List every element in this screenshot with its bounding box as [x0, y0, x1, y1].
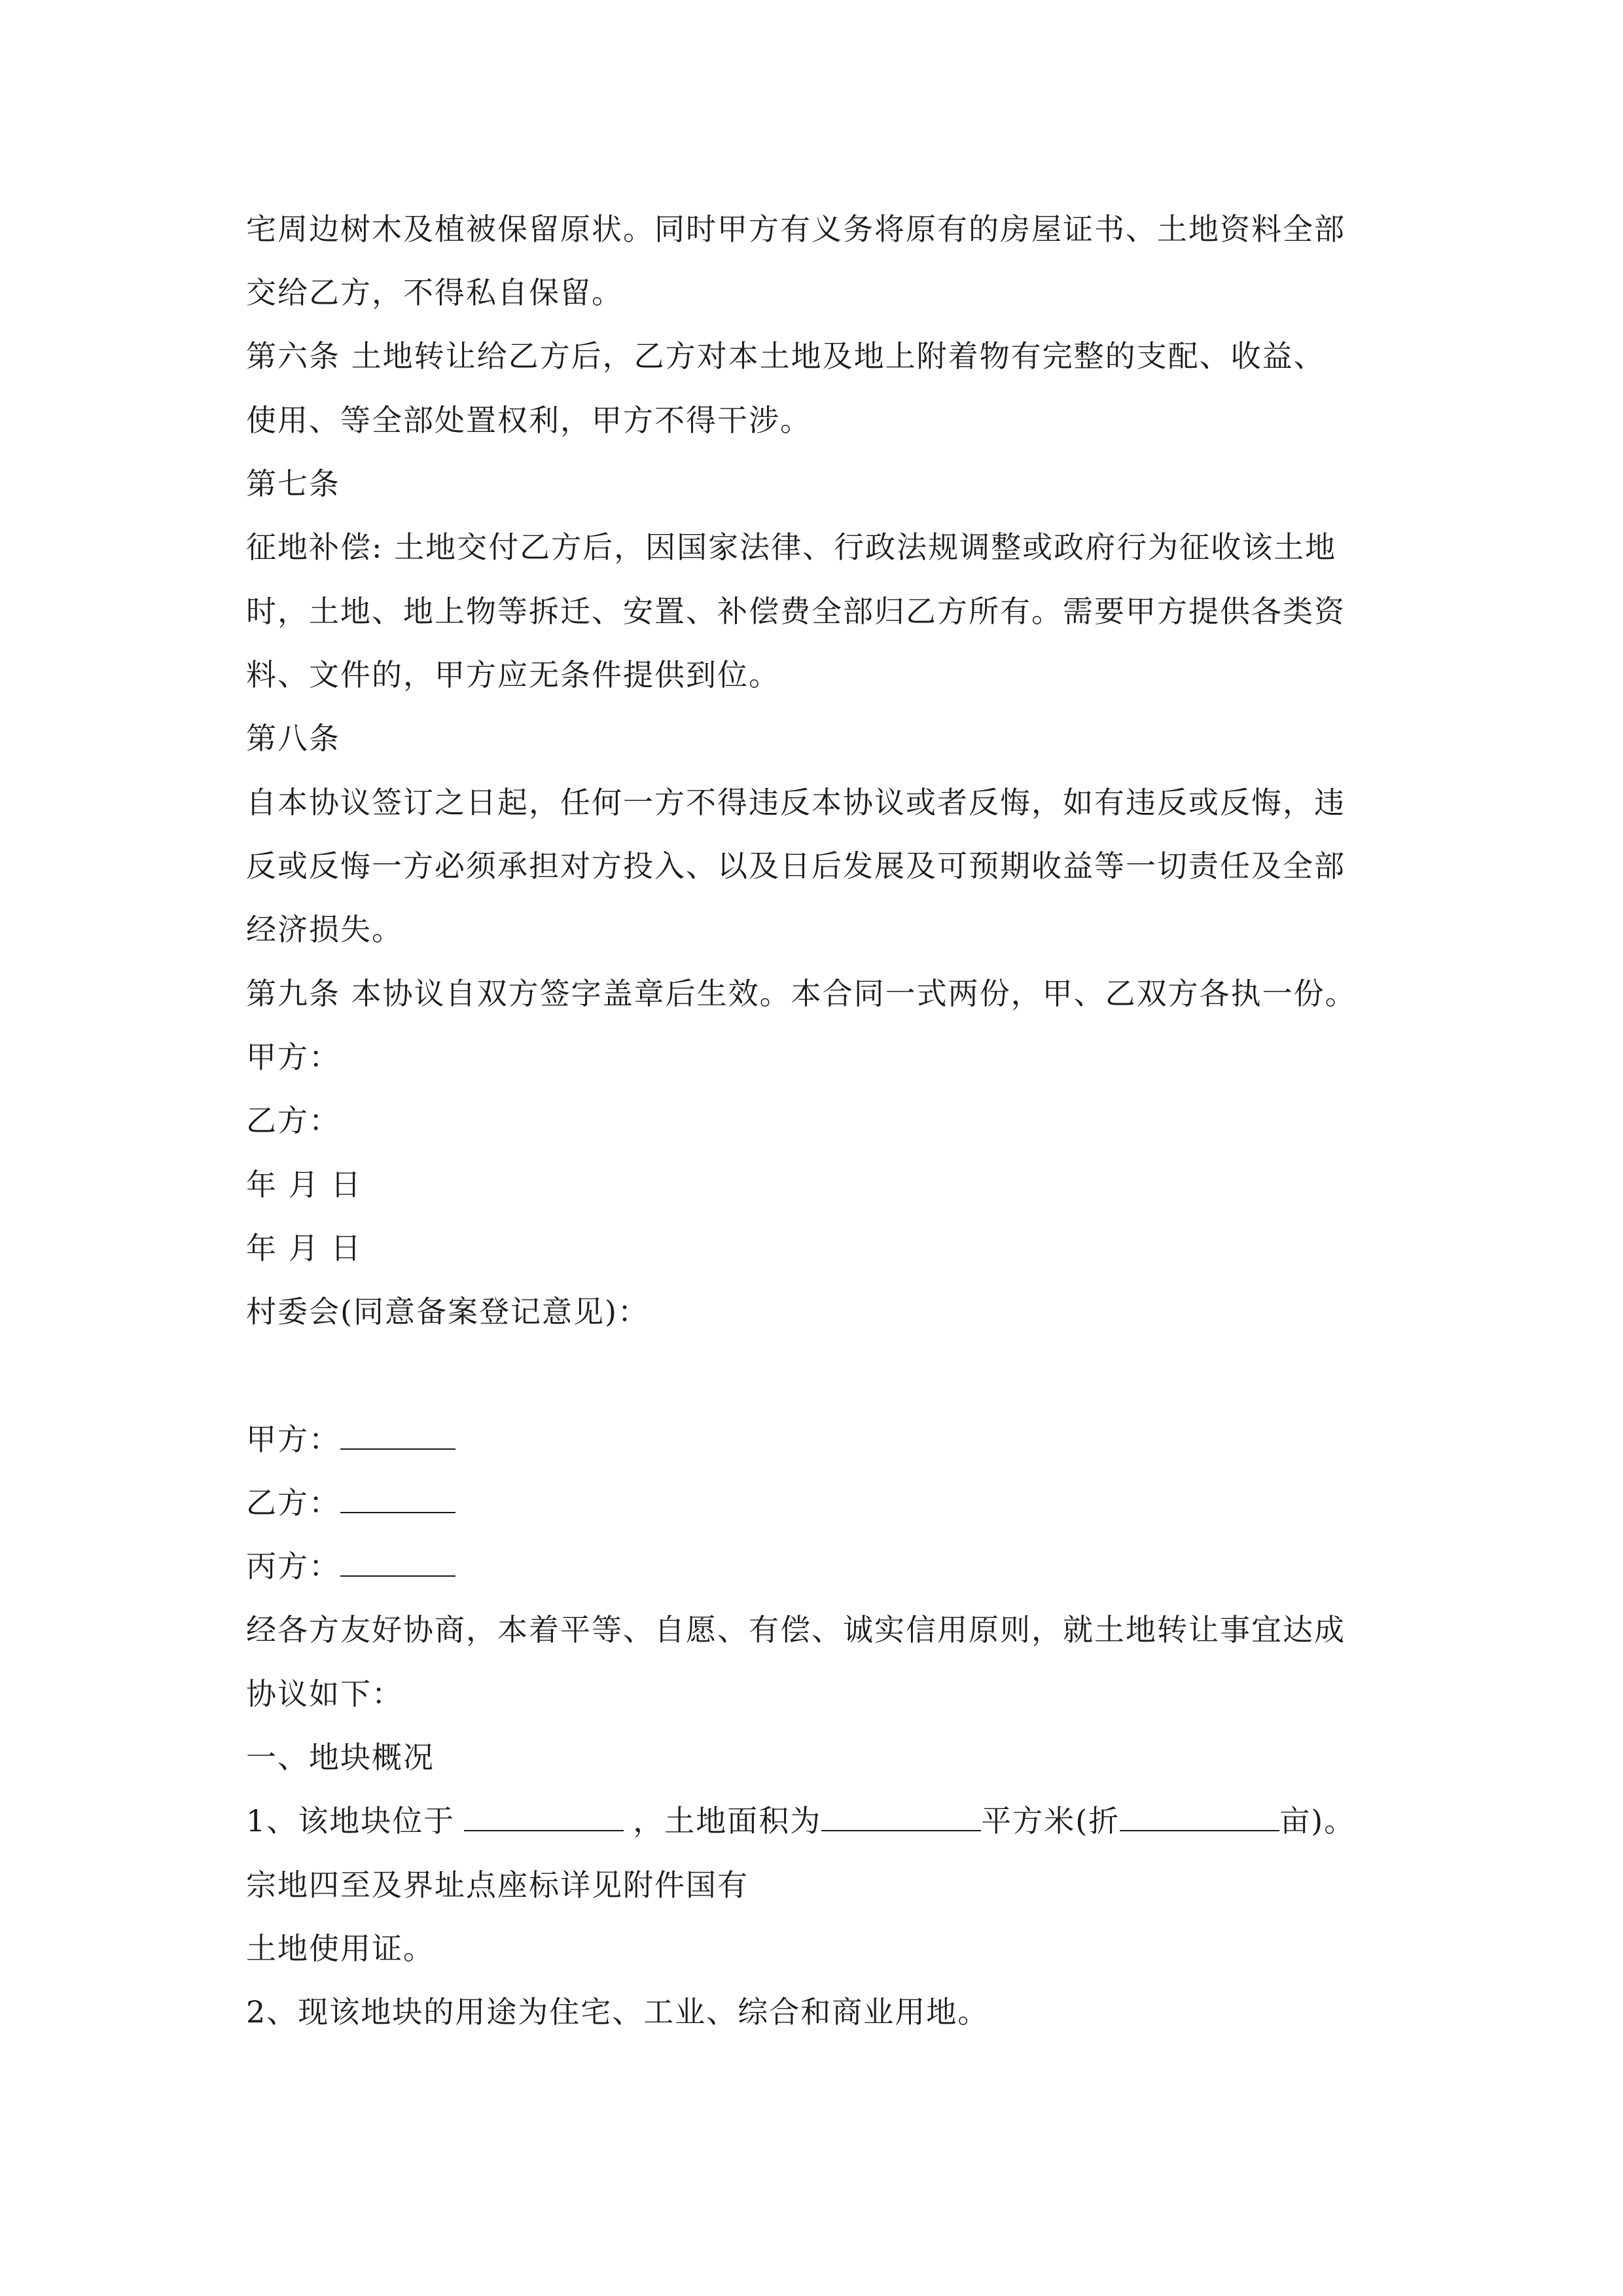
article-8-heading: 第八条: [246, 721, 340, 756]
item-2: 2、现该地块的用途为住宅、工业、综合和商业用地。: [246, 1994, 990, 2030]
party-b-blank[interactable]: [340, 1483, 455, 1513]
text-line: 征地补偿: 土地交付乙方后，因国家法律、行政法规调整或政府行为征收该土地: [246, 529, 1337, 565]
party-b-label: 乙方：: [246, 1485, 340, 1520]
intro-line: 经各方友好协商，本着平等、自愿、有偿、诚实信用原则，就土地转让事宜达成: [246, 1612, 1346, 1647]
intro-line: 协议如下：: [246, 1676, 403, 1712]
item-1: [246, 1801, 1355, 1840]
party-a-line: [246, 1420, 455, 1459]
area-blank[interactable]: [821, 1801, 981, 1831]
location-blank[interactable]: [464, 1801, 624, 1831]
article-6: 第六条 土地转让给乙方后，乙方对本土地及地上附着物有完整的支配、收益、: [246, 338, 1325, 374]
party-c-line: [246, 1547, 455, 1586]
text-line: 宗地四至及界址点座标详见附件国有: [246, 1867, 749, 1903]
text-line: 交给乙方，不得私自保留。: [246, 275, 623, 310]
party-a-label: 甲方：: [246, 1422, 340, 1457]
party-a-blank[interactable]: [340, 1420, 455, 1450]
text-line: 土地使用证。: [246, 1931, 435, 1966]
text-line: 自本协议签订之日起，任何一方不得违反本协议或者反悔，如有违反或反悔，违: [246, 785, 1346, 820]
mu-blank[interactable]: [1120, 1801, 1279, 1831]
article-7-heading: 第七条: [246, 466, 340, 501]
section-heading: 一、地块概况: [246, 1740, 435, 1775]
village-committee-opinion: 村委会(同意备案登记意见)：: [246, 1294, 649, 1329]
text-line: 时，土地、地上物等拆迁、安置、补偿费全部归乙方所有。需要甲方提供各类资: [246, 594, 1346, 629]
text-line: 经济损失。: [246, 912, 403, 947]
party-b-line: [246, 1483, 455, 1522]
item-1-prefix: 1、该地块位于: [246, 1803, 455, 1839]
date-line: 年 月 日: [246, 1230, 363, 1266]
text-line: 使用、等全部处置权利，甲方不得干涉。: [246, 403, 812, 438]
signature-party-b: 乙方：: [246, 1103, 340, 1138]
item-1-unit: 平方米(折: [981, 1803, 1120, 1839]
party-c-blank[interactable]: [340, 1547, 455, 1577]
text-line: 宅周边树木及植被保留原状。同时甲方有义务将原有的房屋证书、土地资料全部: [246, 211, 1346, 247]
date-line: 年 月 日: [246, 1167, 363, 1202]
signature-party-a: 甲方：: [246, 1039, 340, 1075]
article-9: 第九条 本协议自双方签字盖章后生效。本合同一式两份，甲、乙双方各执一份。: [246, 976, 1357, 1011]
party-c-label: 丙方：: [246, 1549, 340, 1584]
item-1-middle: ，土地面积为: [633, 1803, 822, 1839]
text-line: 料、文件的，甲方应无条件提供到位。: [246, 657, 780, 692]
text-line: 反或反悔一方必须承担对方投入、以及日后发展及可预期收益等一切责任及全部: [246, 848, 1346, 884]
item-1-suffix: 亩)。: [1279, 1803, 1356, 1839]
